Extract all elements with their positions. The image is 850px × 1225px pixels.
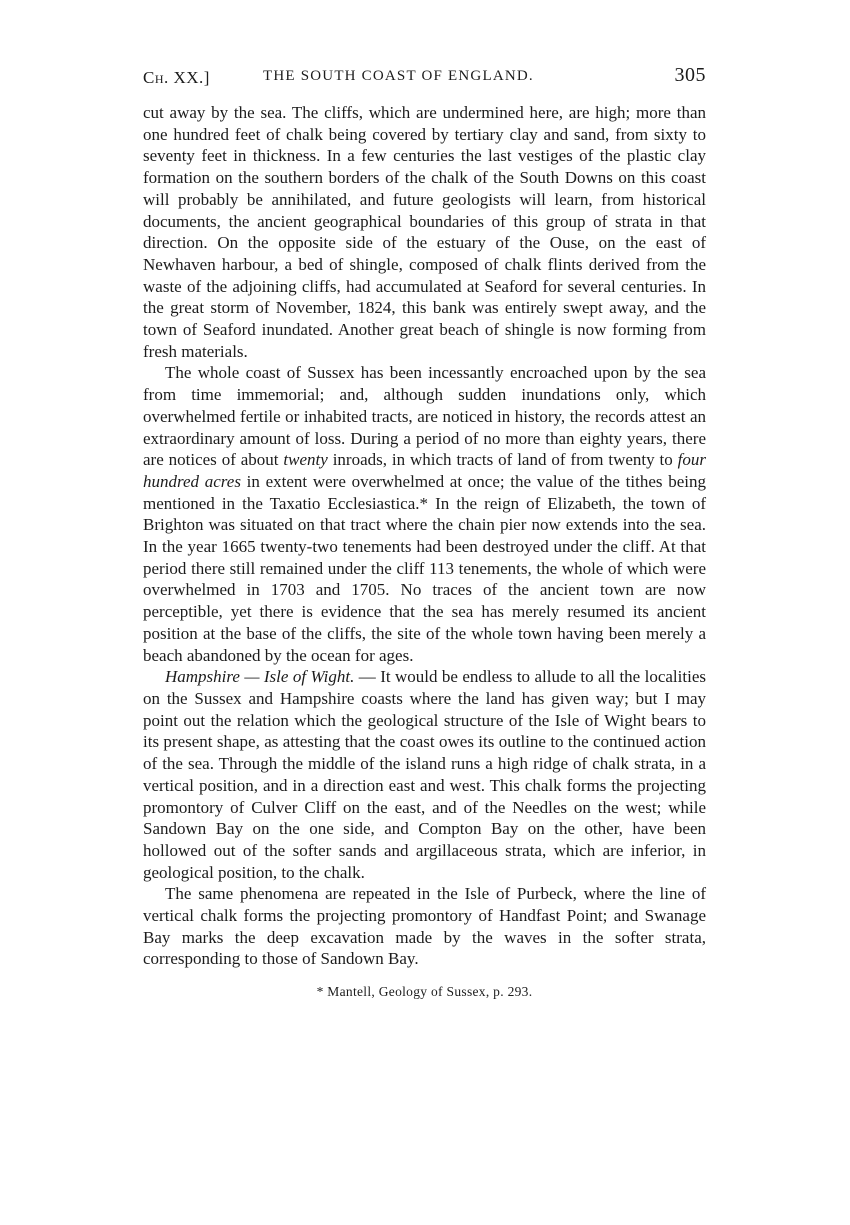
paragraph-text: — It would be endless to allude to all the localities on the Sussex and Hampshire coasts where the land has given way; but I may point out the relation which the geological structure of the Isle of Wight bears to its present shape, as attesting that the coast owes its outline to the continued action of the sea. Through the middle of the island runs a high ridge of chalk strata, in a vertical position, and in a direction east and west. This chalk forms the projecting promontory of Culver Cliff on the east, and of the Needles on the west; while Sandown Bay on the one side, and Compton Bay on the other, have been hollowed out of the softer sands and argillaceous strata, which are inferior, in geological position, to the chalk. <box>143 667 706 882</box>
italic-four-hundred-acres: four hundred acres <box>143 450 706 491</box>
paragraph-text: in extent were overwhelmed at once; the value of the tithes being mentioned in the Taxatio Ecclesiastica.* In the reign of Elizabeth, the town of Brighton was situated on that tract where the chain pier now extends into the sea. In the year 1665 twenty-two tenements had been destroyed under the cliff. At that period there still remained under the cliff 113 tenements, the whole of which were overwhelmed in 1703 and 1705. No traces of the ancient town are now perceptible, yet there is evidence that the sea has merely resumed its ancient position at the base of the cliffs, the site of the whole town having been merely a beach abandoned by the ocean for ages. <box>143 471 706 665</box>
paragraph-purbeck: The same phenomena are repeated in the Isle of Purbeck, where the line of vertical chalk forms the projecting promontory of Handfast Point; and Swanage Bay marks the deep excavation made by the waves in the softer strata, corresponding to those of Sandown Bay. <box>143 884 706 969</box>
section-heading: Hampshire — Isle of Wight. <box>165 667 355 687</box>
italic-twenty: twenty <box>283 450 328 470</box>
paragraph-sussex-coast <box>143 362 706 666</box>
footnote: * Mantell, Geology of Sussex, p. 293. <box>316 984 533 1000</box>
paragraph-text: inroads, in which tracts of land of from twenty to <box>327 450 678 470</box>
body-text <box>143 102 706 970</box>
running-title: THE SOUTH COAST OF ENGLAND. <box>263 68 534 84</box>
paragraph-text: The whole coast of Sussex has been incessantly encroached upon by the sea from time immemorial; and, although sudden inundations only, which overwhelmed fertile or inhabited tracts, are noticed in history, the records attest an extraordinary amount of loss. During a period of no more than eighty years, there are notices of about <box>143 363 706 470</box>
book-page <box>143 62 706 1000</box>
page-number: 305 <box>674 64 706 86</box>
paragraph-isle-of-wight <box>143 666 706 883</box>
chapter-label: Ch. XX.] <box>143 68 210 87</box>
running-head <box>143 62 706 92</box>
paragraph-seaford: cut away by the sea. The cliffs, which are undermined here, are high; more than one hundred feet of chalk being covered by tertiary clay and sand, from sixty to seventy feet in thickness. In a few centuries the last vestiges of the plastic clay formation on the southern borders of the chalk of the South Downs on this coast will probably be annihilated, and future geologists will learn, from historical documents, the ancient geographical boundaries of this group of strata in that direction. On the opposite side of the estuary of the Ouse, on the east of Newhaven harbour, a bed of shingle, composed of chalk flints derived from the waste of the adjoining cliffs, had accumulated at Seaford for several centuries. In the great storm of November, 1824, this bank was entirely swept away, and the town of Seaford inundated. Another great beach of shingle is now forming from fresh materials. <box>143 103 706 361</box>
